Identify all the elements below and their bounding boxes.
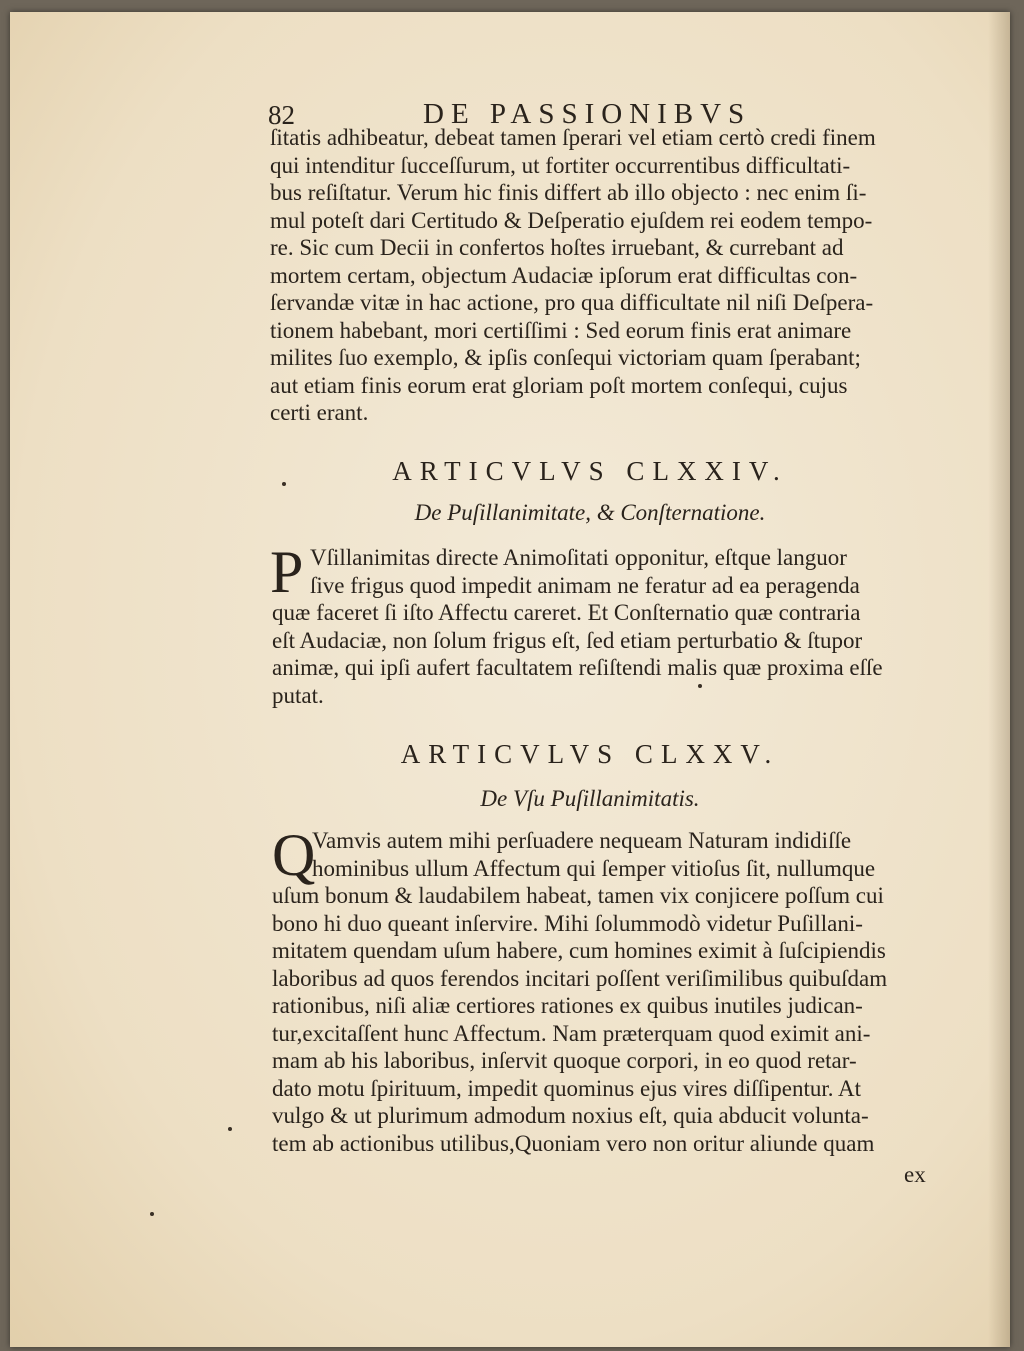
text-line: laboribus ad quos ferendos incitari poſſent veriſimilibus quibuſdam [272,965,888,991]
text-line: qui intenditur ſucceſſurum, ut fortiter occurrentibus difficultati- [270,152,851,178]
text-line: hominibus ullum Affectum qui ſemper vitioſus ſit, nullumque [312,855,876,881]
text-line: ſervandæ vitæ in hac actione, pro qua difficultate nil niſi Deſpera- [270,290,874,315]
text-line: Vſillanimitas directe Animoſitati opponitur, eſtque languor [310,545,847,570]
text-line: ſitatis adhibeatur, debeat tamen ſperari vel etiam certò credi finem [270,125,876,150]
text-line: ſive frigus quod impedit animam ne feratur ad ea peragenda [310,572,860,598]
article-175-subtitle: De Vſu Puſillanimitatis. [480,786,700,811]
book-page [10,12,1010,1347]
article-175-body [312,827,934,882]
intro-paragraph [270,124,933,427]
text-line: putat. [272,682,324,708]
article-174-heading: ARTICVLVS CLXXIV. [392,456,788,486]
article-175-heading: ARTICVLVS CLXXV. [400,739,780,769]
text-line: rationibus, niſi aliæ certiores rationes ex quibus inutiles judican- [272,993,863,1018]
text-line: tionem habebant, mori certiſſimi : Sed eorum finis erat animare [270,317,852,343]
running-title: DE PASSIONIBVS [423,98,752,130]
text-line: mul poteſt dari Certitudo & Deſperatio ejuſdem rei eodem tempo- [270,207,873,233]
page-number: 82 [268,100,295,130]
text-line: bus reſiſtatur. Verum hic finis differt ab illo objecto : nec enim ſi- [270,180,867,205]
text-line: tur,excitaſſent hunc Affectum. Nam præterquam quod eximit ani- [272,1020,871,1046]
text-line: mortem certam, objectum Audaciæ ipſorum erat difficultas con- [270,262,858,288]
article-175-body-continued [272,882,935,1157]
text-line: dato motu ſpirituum, impedit quominus ejus vires diſſipentur. At [272,1075,862,1101]
paper-speck [282,482,286,486]
text-line: tem ab actionibus utilibus,Quoniam vero non oritur aliunde quam [272,1130,875,1156]
page-gutter-shadow [988,12,1010,1347]
article-174-subtitle: De Puſillanimitate, & Conſternatione. [414,500,766,525]
paper-speck [150,1212,154,1216]
catchword: ex [904,1162,926,1187]
text-line: mam ab his laboribus, inſervit quoque corpori, in eo quod retar- [272,1048,857,1073]
text-line: uſum bonum & laudabilem habeat, tamen vix conjicere poſſum cui [272,883,884,908]
drop-cap: P [270,539,304,605]
text-line: aut etiam finis eorum erat gloriam poſt mortem conſequi, cujus [270,372,848,398]
text-line: quæ faceret ſi iſto Affectu careret. Et Conſternatio quæ contraria [272,600,861,625]
paper-speck [698,684,702,688]
article-174-body [310,544,935,599]
text-line: animæ, qui ipſi aufert facultatem reſiſtendi malis quæ proxima eſſe [272,655,883,680]
text-line: bono hi duo queant inſervire. Mihi ſolummodò videtur Puſillani- [272,910,863,936]
text-line: eſt Audaciæ, non ſolum frigus eſt, ſed etiam perturbatio & ſtupor [272,627,863,653]
text-line: milites ſuo exemplo, & ipſis conſequi victoriam quam ſperabant; [270,345,861,370]
text-line: certi erant. [270,400,369,425]
text-line: vulgo & ut plurimum admodum noxius eſt, quia abducit volunta- [272,1103,869,1128]
article-174-body-continued [272,599,935,709]
text-line: re. Sic cum Decii in confertos hoſtes irruebant, & currebant ad [270,235,844,260]
drop-cap: Q [272,822,316,888]
paper-speck [228,1127,232,1131]
text-line: mitatem quendam uſum habere, cum homines eximit à ſuſcipiendis [272,938,886,963]
text-line: Vamvis autem mihi perſuadere nequeam Naturam indidiſſe [312,828,852,853]
